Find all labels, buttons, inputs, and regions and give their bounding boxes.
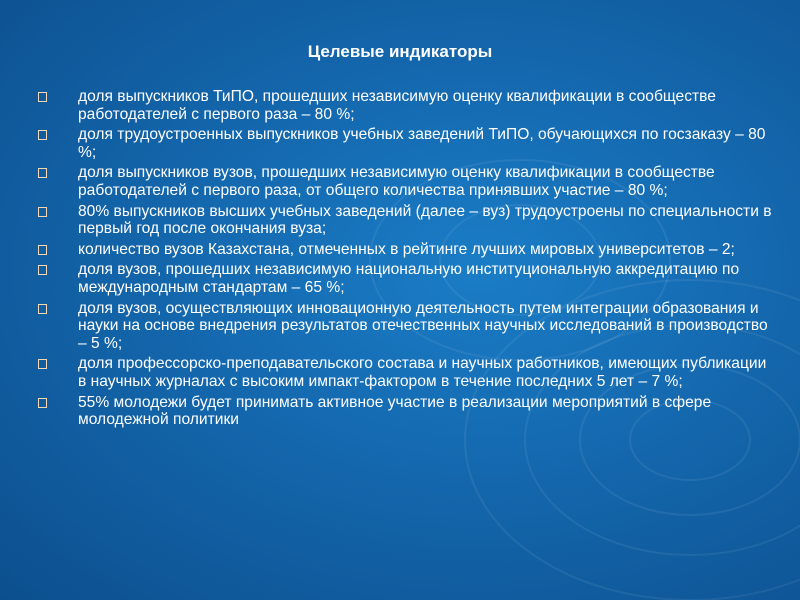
list-item bbox=[38, 355, 773, 390]
square-bullet-icon bbox=[38, 130, 47, 140]
list-item-text: доля выпускников вузов, прошедших независимую оценку квалификации в сообществе работодателей с первого раза, от общего количества принявших участие – 80 %; bbox=[78, 164, 715, 199]
list-item bbox=[38, 88, 773, 123]
square-bullet-icon bbox=[38, 168, 47, 178]
square-bullet-icon bbox=[38, 92, 47, 102]
list-item-text: 55% молодежи будет принимать активное участие в реализации мероприятий в сфере молодежной политики bbox=[78, 393, 712, 429]
square-bullet-icon bbox=[38, 304, 47, 314]
square-bullet-icon bbox=[38, 245, 47, 255]
list-item bbox=[38, 261, 773, 296]
list-item bbox=[38, 126, 773, 161]
indicator-list bbox=[38, 88, 773, 432]
list-item bbox=[38, 164, 773, 199]
list-item-text: доля профессорско-преподавательского состава и научных работников, имеющих публикации в научных журналах с высоким импакт-фактором в течение последних 5 лет – 7 %; bbox=[78, 355, 767, 390]
list-item bbox=[38, 241, 773, 259]
list-item bbox=[38, 394, 773, 429]
list-item-text: доля вузов, осуществляющих инновационную деятельность путем интеграции образования и науки на основе внедрения результатов отечественных научных исследований в производство – 5 %; bbox=[78, 299, 768, 352]
square-bullet-icon bbox=[38, 398, 47, 408]
list-item-text: 80% выпускников высших учебных заведений (далее – вуз) трудоустроены по специальности в первый год после окончания вуза; bbox=[78, 202, 772, 238]
list-item bbox=[38, 203, 773, 238]
list-item-text: доля выпускников ТиПО, прошедших независимую оценку квалификации в сообществе работодателей с первого раза – 80 %; bbox=[78, 88, 716, 123]
list-item-text: доля трудоустроенных выпускников учебных заведений ТиПО, обучающихся по госзаказу – 80 %; bbox=[78, 126, 766, 161]
square-bullet-icon bbox=[38, 265, 47, 275]
list-item-text: количество вузов Казахстана, отмеченных в рейтинге лучших мировых университетов – 2; bbox=[78, 240, 735, 258]
square-bullet-icon bbox=[38, 359, 47, 369]
slide-title: Целевые индикаторы bbox=[307, 42, 493, 61]
list-item bbox=[38, 300, 773, 353]
square-bullet-icon bbox=[38, 207, 47, 217]
list-item-text: доля вузов, прошедших независимую национальную институциональную аккредитацию по международным стандартам – 65 %; bbox=[78, 261, 740, 296]
